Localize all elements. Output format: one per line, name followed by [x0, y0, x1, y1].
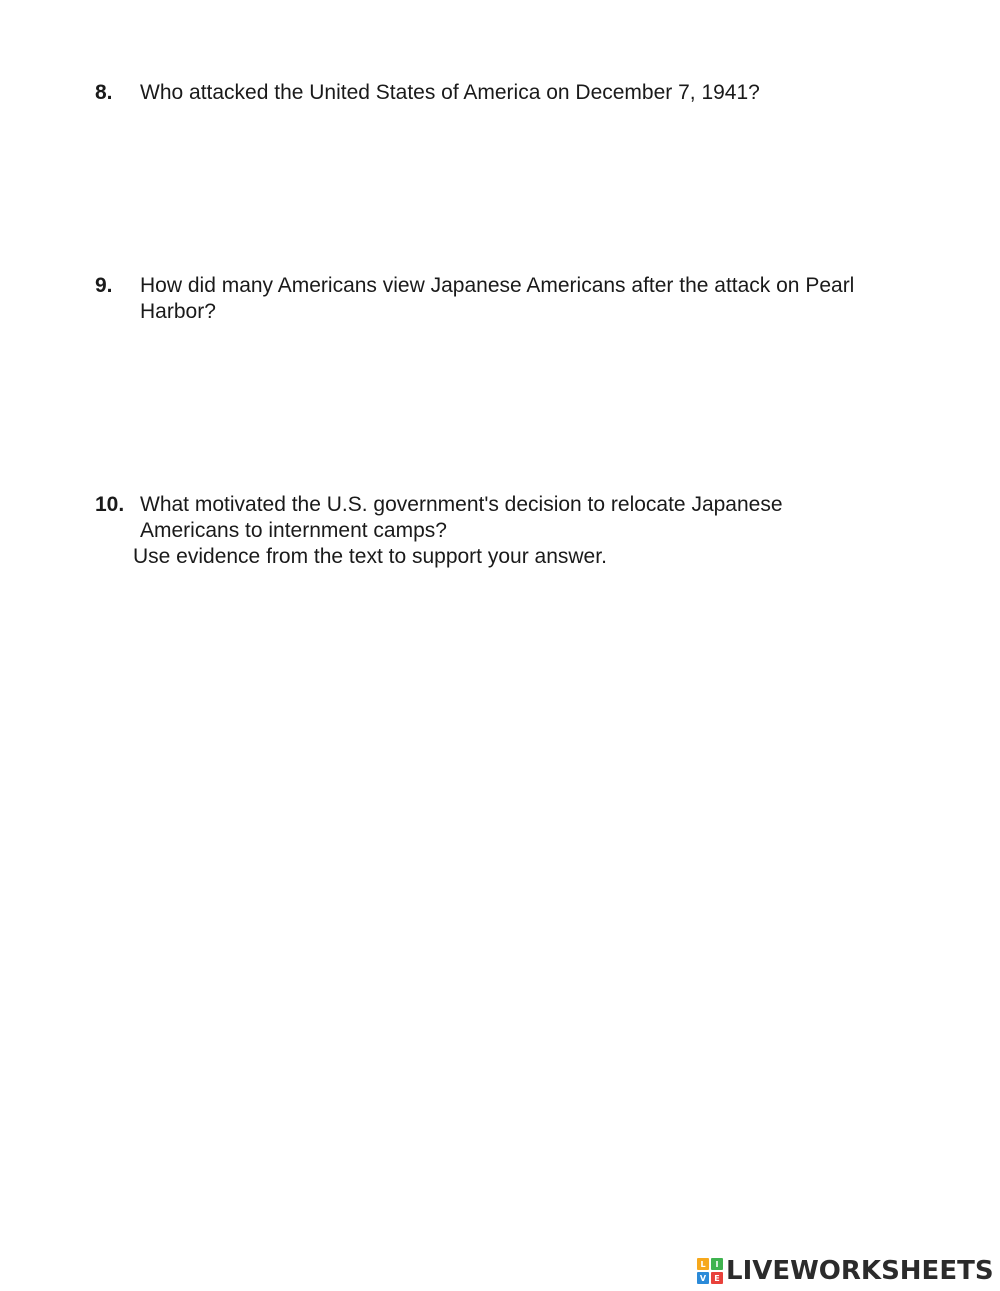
liveworksheets-logo-icon	[697, 1258, 723, 1284]
question-number: 10.	[95, 493, 125, 516]
question-text: Who attacked the United States of America on December 7, 1941?	[140, 81, 760, 104]
question-number: 8.	[95, 81, 113, 104]
question-text: What motivated the U.S. government's decision to relocate Japanese Americans to internment camps?	[140, 493, 783, 542]
liveworksheets-brand	[697, 1255, 994, 1287]
logo-tile-i: I	[711, 1258, 723, 1270]
logo-tile-e: E	[711, 1272, 723, 1284]
question-instruction: Use evidence from the text to support your answer.	[133, 545, 607, 568]
brand-wordmark: LIVEWORKSHEETS	[726, 1256, 994, 1286]
question-number: 9.	[95, 274, 113, 297]
question-text: How did many Americans view Japanese Americans after the attack on Pearl Harbor?	[140, 274, 855, 323]
logo-tile-l: L	[697, 1258, 709, 1270]
logo-tile-v: V	[697, 1272, 709, 1284]
